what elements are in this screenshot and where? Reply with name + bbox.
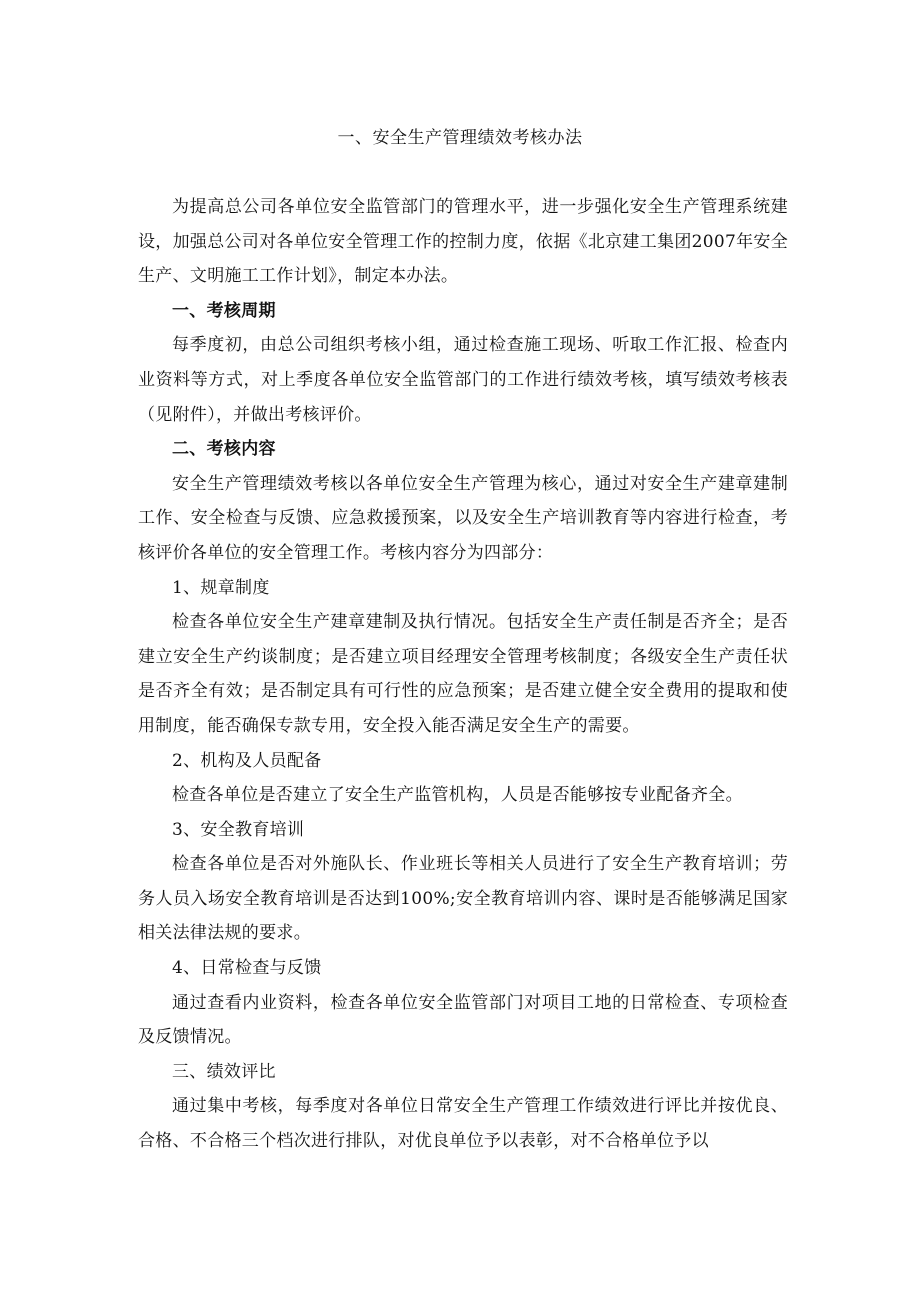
subheading-regulations: 1、规章制度 — [172, 577, 270, 598]
section-heading-performance-evaluation: 三、绩效评比 — [172, 1061, 276, 1082]
paragraph-assessment-period: 每季度初，由总公司组织考核小组，通过检查施工现场、听取工作汇报、检查内业资料等方式，对上季度各单位安全监管部门的工作进行绩效考核，填写绩效考核表（见附件），并做出考核评价。 — [138, 335, 788, 425]
document-title: 一、安全生产管理绩效考核办法 — [337, 128, 583, 148]
section-heading-assessment-period: 一、考核周期 — [172, 300, 276, 321]
document-body — [138, 190, 788, 1159]
paragraph-performance-evaluation: 通过集中考核，每季度对各单位日常安全生产管理工作绩效进行评比并按优良、合格、不合格三个档次进行排队，对优良单位予以表彰，对不合格单位予以 — [138, 1096, 788, 1152]
subheading-organization-staffing: 2、机构及人员配备 — [172, 750, 322, 771]
paragraph-assessment-content: 安全生产管理绩效考核以各单位安全生产管理为核心，通过对安全生产建章建制工作、安全检查与反馈、应急救援预案，以及安全生产培训教育等内容进行检查，考核评价各单位的安全管理工作。考核内容分为四部分： — [138, 473, 788, 563]
section-heading-assessment-content: 二、考核内容 — [172, 439, 276, 460]
paragraph-organization-staffing: 检查各单位是否建立了安全生产监管机构，人员是否能够按专业配备齐全。 — [172, 785, 743, 806]
paragraph-regulations: 检查各单位安全生产建章建制及执行情况。包括安全生产责任制是否齐全；是否建立安全生产约谈制度；是否建立项目经理安全管理考核制度；各级安全生产责任状是否齐全有效；是否制定具有可行性的应急预案；是否建立健全安全费用的提取和使用制度，能否确保专款专用，安全投入能否满足安全生产的需要。 — [138, 612, 788, 736]
paragraph-daily-inspection: 通过查看内业资料，检查各单位安全监管部门对项目工地的日常检查、专项检查及反馈情况。 — [138, 992, 788, 1048]
paragraph-safety-training: 检查各单位是否对外施队长、作业班长等相关人员进行了安全生产教育培训；劳务人员入场安全教育培训是否达到100%;安全教育培训内容、课时是否能够满足国家相关法律法规的要求。 — [138, 854, 788, 944]
intro-paragraph: 为提高总公司各单位安全监管部门的管理水平，进一步强化安全生产管理系统建设，加强总公司对各单位安全管理工作的控制力度，依据《北京建工集团2007年安全生产、文明施工工作计划》，制定本办法。 — [138, 197, 788, 287]
subheading-daily-inspection: 4、日常检查与反馈 — [172, 958, 322, 979]
subheading-safety-training: 3、安全教育培训 — [172, 819, 305, 840]
